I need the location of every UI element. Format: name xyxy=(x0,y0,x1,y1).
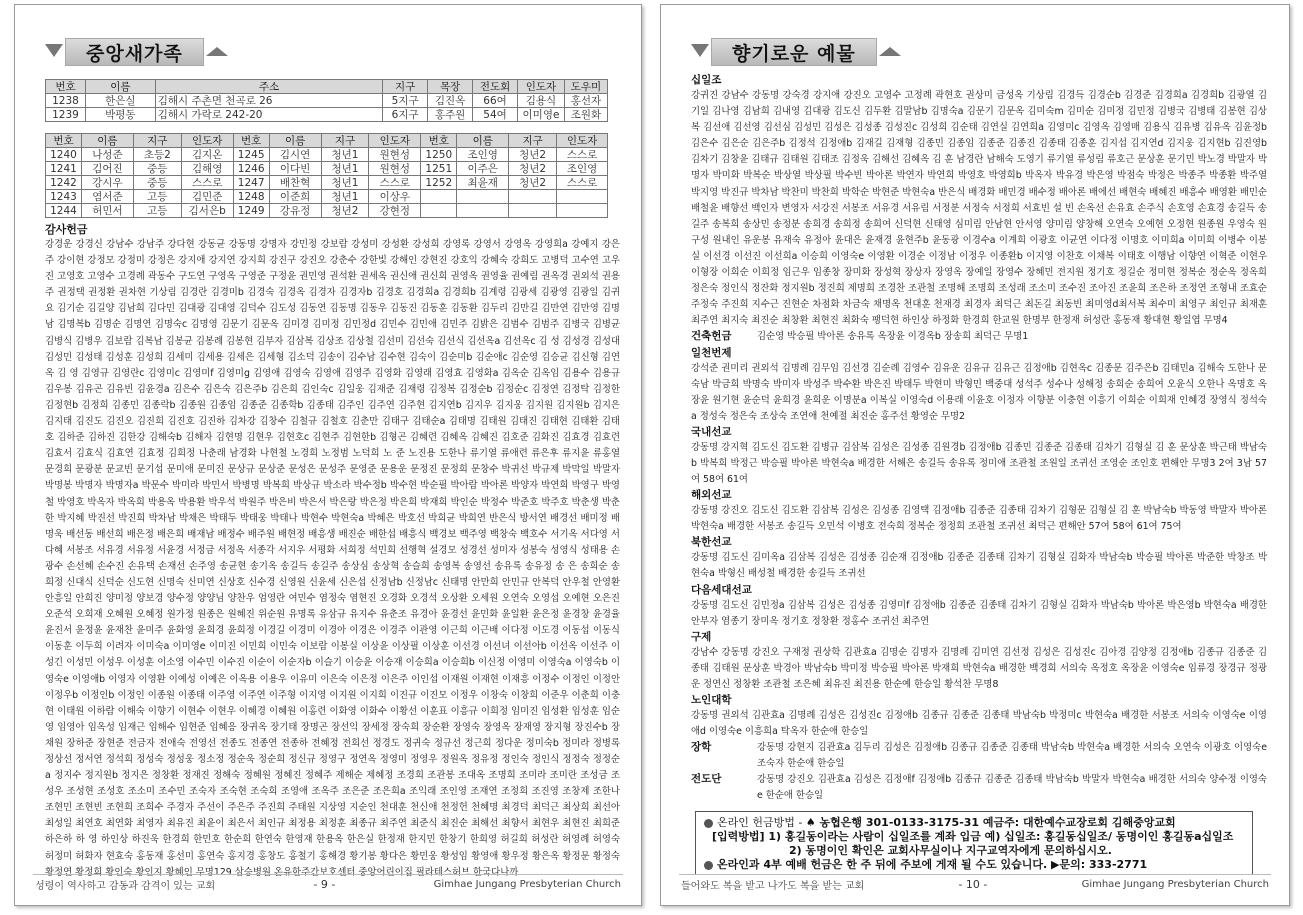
notice-line-3: 2) 동명이인 확인은 교회사무실이나 지구교역자에게 문의하십시오. xyxy=(789,844,1112,857)
table-cell: 김시연 xyxy=(269,148,321,162)
table-cell: 조인영 xyxy=(457,148,509,162)
offering-category-title: 해외선교 xyxy=(691,489,732,502)
section-title: 향기로운 예물 xyxy=(711,38,877,66)
offering-category-title: 다음세대선교 xyxy=(691,583,752,596)
table-cell: 홍선자 xyxy=(564,94,607,108)
table-cell: 1241 xyxy=(46,162,82,176)
table-cell: 스스로 xyxy=(557,148,608,162)
column-header: 전도회 xyxy=(473,80,518,94)
page-footer xyxy=(681,877,1269,891)
offering-categories xyxy=(691,329,1267,804)
offering-category-names: 강동명 김도신 김미옥a 김삼복 김성은 김성종 김순재 김정애b 김종준 김종태 김차기 김형실 김화자 박남숙b 박승필 박아론 박준한 박창조 박현숙a 박형신 배성철 배경한 송길득 조귀선 xyxy=(691,552,1267,580)
table-header-row xyxy=(46,80,608,94)
table-cell: 김해시 주촌면 천곡로 26 xyxy=(155,94,382,108)
table-cell xyxy=(421,204,457,218)
table-cell: 1243 xyxy=(46,190,82,204)
table-row xyxy=(46,204,608,218)
table-header-row xyxy=(46,134,608,148)
table-cell: 나성준 xyxy=(81,148,133,162)
table-cell: 강시우 xyxy=(81,176,133,190)
table-cell: 이주은 xyxy=(457,162,509,176)
table-cell: 1251 xyxy=(421,162,457,176)
table-row xyxy=(46,94,608,108)
thanks-offering-names: 강경운 강경신 강남수 강남주 강다현 강동균 강동명 강명자 강민정 강보람 강성미 강성환 강성희 강영록 강영서 강영옥 강영희a 강예지 강은주 강이현 강정모 강정미 강정은 강지애 강지연 강지희 강진구 강진오 강춘수 강한빛 강해인 강현진 강호익 강혜숙 강희도 고병덕 고수연 고우진 고영호 고영수 고경례 곽동수 구도연 구영옥 구영준 구정윤 권민영 권석환 권세옥 권신애 권신희 권영옥 권영율 권예림 권옥경 권외석 권용주 권정택 권정환 권차현 기상림 김경란 김경미b 김경숙 김경옥 김경자 김경자b 김경호 김경희a 김경희b 김계령 김광세 김광영 김광일 김귀요 김기순 김길양 김남희 김다민 김대광 김대영 김덕수 김도성 김동연 김동명 김동우 김동진 김동훈 김동환 김두리 김만길 김만연 김만영 김명남 김명복b 김명순 김명연 김명숙c 김명영 김문기 김문옥 김미경 김미정 김민정d 김민수 김민애 김민주 김밝은 김범수 김범주 김병국 김병균 김병식 김병우 김보람 김복남 김봉균 김봉례 김봉현 김부자 김삼복 김상조 김상철 김선미 김선숙 김선식 김선옥a 김선옥c 김 성 김성경 김성대 김성민 김성태 김성훈 김성희 김세미 김세용 김세은 김세형 김소덕 김송이 김수남 김수현 김숙이 김순미b 김순애c 김순영 김승균 김신형 김연옥 김 영 김영규 김영란c 김영미c 김영미f 김영미g 김영애 김영숙 김영애 김영주 김영화 김영래 김영효 김영화a 김옥순 김옥임 김용수 김용규 김우봉 김유곤 김유빈 김윤경a 김은수 김은숙 김은주b 김은희 김인숙c 김일웅 김재준 김재령 김정복 김정순b 김정순c 김정연 김정탁 김정한 김정현b 김정희 김종민 김종락b 김종원 김종임 김종준 김종학b 김종태 김주인 김주연 김주현 김지연b 김지우 김지웅 김지원 김지원b 김지은 김지태 김진도 김진오 김진희 김진호 김진하 김차강 김창수 김철규 김철호 김춘만 김태구 김태순a 김태명 김태원 김태진 김태현 김태환 김태호 김하준 김하진 김한강 김해숙b 김해자 김현명 김현우 김현호c 김현주 김현한b 김형곤 김혜련 김혜옥 김혜진 김호준 김화진 김효경 김효련 김효서 김효식 김효연 김효정 김희정 나춘래 남경화 나현철 노경희 노정범 노덕희 노 준 노진용 도한나 류기열 류애련 류은후 류지윤 류홍열 문경희 문광분 문교빈 문기섭 문미애 문미진 문상규 문상준 문성은 문성주 문영준 문용운 문정진 문정희 문창수 박귀선 박규제 박막일 박말자 박명봉 박명자 박명자a 박문수 박미라 박민서 박병명 박복희 박상규 박소라 박수정b 박수현 박순필 박아람 박아론 박양자 박연희 박영구 박영철 박영호 박옥자 박옥희 박용옥 박용환 박우석 박원주 박은비 박은서 박은랑 박은정 박은희 박재희 박인순 박정수 박준호 박주호 박춘생 박춘한 박지혜 박진선 박진희 박차남 박채은 박태두 박태웅 박태나 박현수 박현숙a 박혜은 박호선 박희균 박희연 반은식 방서연 배경선 배미정 배명욱 배선동 배선희 배은정 배은희 배재남 배정수 배주원 배현정 배흥생 배진순 배한섭 배흥식 백경보 백주영 백창숙 백호수 서기옥 서다영 서다혜 서봉조 서유경 서유정 서윤경 서정금 서정옥 서종각 서지우 서평화 서희정 석민희 선행혁 설경모 성경선 성미자 성봉숙 성영식 성태용 손광수 손선혜 손수진 손유택 손재선 손주영 송균현 송기옥 송길득 송길주 송상심 송상혁 송슬희 송영복 송영선 송유록 송유정 송 은 송희순 송희정 신대식 신덕순 신도현 신명숙 신미연 신상호 신수경 신영원 신윤세 신은섭 신정남b 신정남c 신태명 안만희 안민규 안복덕 안우철 안영환 안흥일 안희진 양미정 양보경 양수정 양양님 양찬우 엄영란 여민수 염정숙 염현진 오경화 오경석 오상환 오세원 오연숙 오영섭 오예현 오은진 오준석 오희재 오혜원 오혜정 원가정 원종은 원혜진 위순원 유명록 유삼규 유지수 유춘조 유경아 윤경선 윤민화 윤일환 윤은정 윤경창 윤경율 윤진서 윤정윤 윤재찬 윤미주 윤화영 윤희경 윤희정 이경길 이경미 이경아 이경은 이경주 이관영 이근희 이근배 이다정 이도경 이동섭 이동식 이동훈 이두희 이려자 이미숙a 이미영e 이미진 이민희 이민숙 이보람 이봉실 이상윤 이상필 이상훈 이선경 이선녀 이선아b 이선옥 이선주 이성긴 이성민 이성우 이성훈 이소영 이수민 이수진 이순이 이순자b 이슬기 이승윤 이승재 이승희a 이승희b 이신정 이영미 이영숙a 이영숙b 이영숙e 이영애b 이영자 이영환 이예성 이예은 이옥용 이용우 이유미 이은숙 이은정 이은주 이인섭 이재원 이재현 이재흥 이정수 이정인 이정안 이정우b 이정인b 이정인 이종원 이종태 이주영 이주연 이주형 이지영 이지원 이지희 이진규 이진모 이정우 이창숙 이창희 이준우 이춘희 이충현 이태원 이하람 이해숙 이향기 이현수 이현우 이혜경 이혜원 이홍련 이화영 이화수 이황선 이훈표 이흥규 이희정 임미진 임성환 임성훈 임순영 임영아 임옥성 임재근 임해수 임현준 임혜응 장귀옥 장기태 장명곤 장선익 장세정 장숙희 장순환 장영숙 장영옥 장재영 장지형 장진수b 장채원 장하준 장현준 전금자 전애숙 전영선 전종도 전종연 전종하 전혜정 전희선 정경도 정귀숙 정규선 정근희 정다운 정미숙b 정미라 정병록 정상선 정서연 정석희 정성숙 정성웅 정소정 정순욱 정순희 정신규 정영구 정연옥 정영미 정영우 정원옥 정유정 정인숙 정인식 정정숙 정정순a 정지수 정지원b 정지은 정창환 정재진 정해숙 정혜원 정혜진 정혜주 제해순 제혜정 조경희 조관봉 조대옥 조명희 조미라 조미란 조성금 조성우 조성현 조성호 조소미 조수민 조숙자 조숙현 조숙희 조영애 조옥주 조은준 조은희a 조익래 조인영 조재연 조정희 조진영 조창제 조한나 조현민 조현빈 조현희 조희수 주경자 주선이 주은주 주진희 주태원 지상영 지순인 천대훈 천신애 천정헌 천혜명 최경덕 최덕근 최상희 최선아 최성일 최연호 최연화 최영자 최유진 최윤이 최은서 최인규 최정용 최정훈 최종규 최주연 최준식 최진순 최해선 최향서 최현우 최현진 최희준 하은하 하 영 하인상 하진욱 한경희 한민호 한순희 한연숙 한영재 한용옥 한은실 한정재 한지민 한창기 한희영 허길희 허성란 허영례 허영숙 허정미 허화자 현효숙 홍동재 홍선미 홍연숙 홍지경 홍창도 홍철기 홍해경 황기봉 황다은 황민웅 황성임 황영애 황우정 황은옥 황정문 황정숙 황정연 황정희 황인숙 황인지 황혜인 무명129 삼승병원 온유한주간보호센터 중앙어린이집 필라테스허브 한국다나까 xyxy=(45,239,620,878)
table-cell: 중등 xyxy=(133,176,181,190)
thanks-offering-section xyxy=(45,221,620,881)
offering-category-title: 북한선교 xyxy=(691,536,732,549)
table-cell: 5지구 xyxy=(383,94,428,108)
offering-category-title: 노인대학 xyxy=(691,694,732,706)
table-cell xyxy=(457,190,509,204)
table-cell: 스스로 xyxy=(557,176,608,190)
table-cell: 1249 xyxy=(233,204,269,218)
table-row xyxy=(46,190,608,204)
offering-category-names: 강동명 강진오 김도신 김도환 김삼복 김성은 김성종 김영택 김정애b 김종준 김종태 김차기 김형문 김형실 김 훈 박남숙b 박동영 박말자 박아론 박현숙a 배경한 서봉조 송길득 오민석 이병호 전숙희 정복순 정정희 조관철 조귀선 최덕근 편해안 57여 58여 61여 75여 xyxy=(691,505,1267,533)
table-cell: 이미영e xyxy=(518,108,565,122)
column-header: 이름 xyxy=(85,80,155,94)
table-cell: 1240 xyxy=(46,148,82,162)
tithe-title: 십일조 xyxy=(691,74,722,86)
column-header: 번호 xyxy=(46,80,86,94)
offering-category-row xyxy=(691,740,1267,772)
table-cell: 원현성 xyxy=(369,162,421,176)
offering-category-names: 강동명 김도신 김민정a 김삼복 김성은 김성종 김영미f 김정애b 김종준 김종태 김차기 김형실 김화자 박남숙b 박아론 박은영b 박현숙a 배경한 안부자 염종기 장미옥 정기호 정창환 정홍수 조귀선 최주연 xyxy=(691,599,1267,627)
column-header: 이름 xyxy=(269,134,321,148)
table-cell: 1247 xyxy=(233,176,269,190)
offering-category-title: 국내선교 xyxy=(691,425,732,438)
table-cell: 1252 xyxy=(421,176,457,190)
table-cell: 홍주원 xyxy=(428,108,473,122)
table-cell: 청년2 xyxy=(509,162,557,176)
table-cell: 김진옥 xyxy=(428,94,473,108)
column-header: 번호 xyxy=(46,134,82,148)
table-cell: 청년1 xyxy=(321,162,369,176)
offering-category-title: 일천번제 xyxy=(691,346,732,359)
table-cell: 김어진 xyxy=(81,162,133,176)
offering-category-row xyxy=(691,329,1267,345)
table-cell xyxy=(509,204,557,218)
table-row xyxy=(46,162,608,176)
table-row xyxy=(46,108,608,122)
table-cell: 1238 xyxy=(46,94,86,108)
table-cell: 배찬혁 xyxy=(269,176,321,190)
table-cell: 중등 xyxy=(133,162,181,176)
church-name: Gimhae Jungang Presbyterian Church xyxy=(1081,878,1269,890)
column-header: 목장 xyxy=(428,80,473,94)
header-triangle-left xyxy=(45,44,63,70)
header-triangle-left xyxy=(691,44,709,70)
offering-category-names: 김순영 박승필 박아론 송유록 옥장윤 이경옥b 장송희 최덕근 무명1 xyxy=(757,331,1029,343)
offering-category-names: 강동명 권외석 김관효a 김명례 김성은 김성진c 김정애b 김종규 김종준 김종태 박남숙b 박정미c 박현숙a 배경한 서봉조 서의숙 이영숙e 이영애d 이영숙e 이흥희a 탁옥자 한순애 한승일 xyxy=(691,710,1267,738)
section-title: 중앙새가족 xyxy=(65,38,204,66)
notice-line-4: 온라인과 4부 예배 헌금은 한 주 뒤에 주보에 게재 될 수도 있습니다. ▶문의: 333-2771 xyxy=(704,858,1244,872)
offering-category-names: 강남수 강동명 강진오 구재정 권상학 김관효a 김명순 김명자 김명례 김미연 김선정 김성은 김성진c 김아경 김양정 김정애b 김종규 김종준 김종태 김태원 문상훈 박경아 박남숙b 박미정 박승필 박아론 박재희 박현숙a 배경한 백경희 서의숙 옥정호 옥장윤 이영숙e 임류경 장경규 정광운 정연신 정창환 조관철 조은혜 최유진 최진용 한순예 한승일 황석찬 무명8 xyxy=(691,646,1267,690)
table-cell: 청년2 xyxy=(509,148,557,162)
column-header: 인도자 xyxy=(181,134,233,148)
table-cell: 염서준 xyxy=(81,190,133,204)
footer-motto: 성령이 역사하고 감동과 감격이 있는 교회 xyxy=(35,880,216,892)
table-cell: 1245 xyxy=(233,148,269,162)
table-cell: 스스로 xyxy=(181,176,233,190)
table-cell: 조인영 xyxy=(557,162,608,176)
table-cell xyxy=(557,190,608,204)
column-header: 이름 xyxy=(81,134,133,148)
table-cell xyxy=(509,190,557,204)
header-triangle-right xyxy=(206,38,228,56)
thanks-offering-title: 감사헌금 xyxy=(45,223,88,236)
table-cell xyxy=(457,204,509,218)
table-cell: 청년1 xyxy=(321,176,369,190)
footer-divider xyxy=(679,874,1271,875)
offering-category-title: 구제 xyxy=(691,630,712,643)
table-cell: 청년2 xyxy=(509,176,557,190)
footer-divider xyxy=(33,874,623,875)
column-header: 인도자 xyxy=(369,134,421,148)
page-footer xyxy=(35,877,621,891)
table-cell: 박평동 xyxy=(85,108,155,122)
column-header: 주소 xyxy=(155,80,382,94)
header-triangle-right xyxy=(879,38,901,56)
offerings-list xyxy=(691,73,1267,805)
notice-line-1: 온라인 헌금방법 - ♠ 농협은행 301-0133-3175-31 예금주: 대한예수교장로회 김해중앙교회 xyxy=(704,816,1244,830)
offering-category-names: 강동명 강진오 김관효a 김성은 김정애f 김정애b 김종규 김종준 김종태 박남숙b 박말자 박현숙a 배경한 서의숙 양수정 이영숙e 한순애 한승일 xyxy=(757,774,1267,802)
table-cell: 최윤재 xyxy=(457,176,509,190)
column-header: 번호 xyxy=(233,134,269,148)
column-header: 도우미 xyxy=(564,80,607,94)
table-cell: 한은실 xyxy=(85,94,155,108)
table-cell: 이상우 xyxy=(369,190,421,204)
table-cell: 1248 xyxy=(233,190,269,204)
table-cell: 김용식 xyxy=(518,94,565,108)
bullet-icon xyxy=(704,819,713,828)
table-cell: 허민서 xyxy=(81,204,133,218)
table-cell: 1239 xyxy=(46,108,86,122)
table-cell: 54여 xyxy=(473,108,518,122)
table-cell: 이준희 xyxy=(269,190,321,204)
column-header: 인도자 xyxy=(518,80,565,94)
notice-line-2: [입력방법] 1) 홍길동이라는 사람이 십일조를 계좌 입금 예) 십일조: 홍길동십일조/ 동명이인 홍길동a십일조 xyxy=(712,830,1234,843)
table-cell: 청년1 xyxy=(321,190,369,204)
offering-category-row xyxy=(691,772,1267,804)
table-cell: 청년1 xyxy=(321,148,369,162)
table-cell: 1242 xyxy=(46,176,82,190)
table-cell xyxy=(557,204,608,218)
page-number: - 9 - xyxy=(313,877,336,891)
column-header: 이름 xyxy=(457,134,509,148)
church-name: Gimhae Jungang Presbyterian Church xyxy=(433,878,621,890)
table-cell: 강유정 xyxy=(269,204,321,218)
column-header: 지구 xyxy=(133,134,181,148)
table-cell: 고등 xyxy=(133,190,181,204)
table-cell: 강현정 xyxy=(369,204,421,218)
table-cell: 김서은b xyxy=(181,204,233,218)
section-header-offerings xyxy=(691,35,901,69)
table-cell: 김지온 xyxy=(181,148,233,162)
section-header-new-family xyxy=(45,35,228,69)
column-header: 번호 xyxy=(421,134,457,148)
column-header: 지구 xyxy=(383,80,428,94)
table-row xyxy=(46,176,608,190)
table-cell xyxy=(421,190,457,204)
table-cell: 스스로 xyxy=(369,176,421,190)
column-header: 지구 xyxy=(321,134,369,148)
offering-category-names: 강동명 강지혁 김도신 김도환 김병규 김삼복 김성은 김성종 김원경b 김정애b 김종민 김종준 김종태 김차기 김형실 김 훈 문상훈 박근태 박남숙b 박복희 박정근 박승필 박아론 박현숙a 배경한 서해은 송길득 송유록 정미애 조관철 조원일 조귀선 조영순 조인호 편해안 무명3 2여 3남 57여 58여 61여 xyxy=(691,441,1267,486)
new-family-table xyxy=(45,79,608,122)
table-cell: 고등 xyxy=(133,204,181,218)
table-cell: 김민준 xyxy=(181,190,233,204)
new-members-table xyxy=(45,133,608,218)
table-cell: 이다빈 xyxy=(269,162,321,176)
table-cell: 김해시 가락로 242-20 xyxy=(155,108,382,122)
table-cell: 조원화 xyxy=(564,108,607,122)
offering-category-names: 강석준 권미리 권외석 김명례 김무임 김선경 김순례 김영수 김유운 김유규 김유근 김정애b 김현옥c 김종문 김주은b 김태민a 김해숙 도한나 문숙남 박금희 박명숙 박미자 박성주 박수환 박은진 박태두 박현미 박형민 백중대 성석주 성수나 성해정 송희순 송희여 오윤식 오한나 옥명호 옥장윤 원기현 윤순덕 윤희경 윤희운 이명분a 이복실 이영숙d 이용래 이윤호 이정자 이향분 이충현 이흥기 이희순 이희재 인혜경 장영식 정석숙a 정성숙 정은숙 조상숙 조연애 천예절 최진순 홍주선 황영순 무명2 xyxy=(691,362,1267,422)
offering-category-label: 전도단 xyxy=(691,773,722,786)
bullet-icon xyxy=(704,861,713,870)
table-row xyxy=(46,148,608,162)
online-offering-notice xyxy=(695,811,1253,875)
offering-category-names: 강동명 강현지 김관효a 김두리 김성은 김정애b 김종규 김종준 김종태 박남숙b 박현숙a 배경한 서의숙 오연숙 이광호 이영숙e 조숙자 한순애 한승일 xyxy=(757,742,1267,770)
table-cell: 1246 xyxy=(233,162,269,176)
page-10 xyxy=(660,4,1290,906)
table-cell: 원현성 xyxy=(369,148,421,162)
table-cell: 6지구 xyxy=(383,108,428,122)
page-number: - 10 - xyxy=(958,877,988,891)
table-cell: 1244 xyxy=(46,204,82,218)
table-cell: 66여 xyxy=(473,94,518,108)
page-9 xyxy=(14,4,642,906)
column-header: 지구 xyxy=(509,134,557,148)
footer-motto: 들어와도 복을 받고 나가도 복을 받는 교회 xyxy=(681,880,865,892)
tithe-names: 강귀진 강남수 강동명 강숙경 강지애 강진오 고영수 고정례 곽현호 권상미 금성옥 기상림 김경득 김경순b 김경준 김경희a 김경희b 김광열 김기일 김나영 김남희 김내영 김대광 김도신 김두환 김말남b 김명숙a 김문기 김문옥 김미숙m 김미순 김미정 김민정 김병국 김병태 김봉현 김상복 김선애 김선영 김선심 김성민 김성은 김성종 김성진c 김성희 김순태 김연실 김연희a 김영미c 김영옥 김영매 김용식 김유병 김유옥 김윤정b 김은수 김은순 김은주b 김정석 김정애b 김재길 김재형 김종민 김종임 김종준 김종진 김종태 김종훈 김지섭 김지연d 김지웅 김지현b 김진영b 김차기 김창윤 김태규 김태원 김태조 김정욱 김해선 김혜옥 김 훈 남경란 남해숙 도영기 류기열 류성림 류호근 문상훈 문기민 박노경 박말자 박명자 박미화 박복순 박상열 박상필 박수빈 박아론 박연자 박연희 박영호 박영희b 박옥자 박유경 박은영 박점숙 박정은 박종주 박종환 박주열 박지영 박진규 박차남 박찬미 박찬희 박학순 박현준 박현숙a 반은식 배경화 배민경 배수정 배아론 배에선 배현숙 배혜진 배흥수 배영환 배민순 배철윤 배향선 백인자 변영자 서강진 서봉조 서유경 서유림 서정분 서정숙 서정희 서효빈 설 빈 손옥선 손유효 손주식 손호영 손효경 송길득 송길주 송복희 송상민 송정분 송희경 송희정 송희여 신덕현 신태영 심미림 안남현 안서영 양미림 양창해 오연숙 오예현 오정현 원종원 우영숙 원구성 원내인 유운봉 유재숙 유정아 윤대은 윤재경 윤현주b 윤동광 이경수a 이계희 이광호 이균연 이다정 이명호 이미희a 이미희 이병수 이봉실 이선경 이선진 이선희a 이승희 이영숙e 이영환 이경순 이정남 이정우 이종환b 이지영 이찬호 이채복 이태호 이행남 이향연 이혁준 이현우 이형장 이희순 이희정 임근우 임종창 장미화 장성혁 장상자 장영옥 장예일 장영수 장혜민 전지원 정기호 정길순 정미현 정복순 정순옥 정옥희 정은숙 정인식 정잔화 정지원b 정진희 제명희 조경찬 조관철 조명해 조명희 조성래 조소미 조수진 조아진 조윤희 조은하 조정연 조형내 조효순 주정숙 주진희 지수근 진현순 차점화 차금숙 채명옥 천대훈 천재경 최경자 최덕근 최돈길 최동빈 최미영d최서복 최수미 최영구 최인규 최재훈 최주연 최지숙 최진순 최창환 최현진 최화숙 팽덕현 하인상 하정화 한경희 한교원 한명부 한정재 허성란 홍동재 황대현 황일엽 무명4 xyxy=(691,90,1267,327)
table-cell: 초등2 xyxy=(133,148,181,162)
column-header: 인도자 xyxy=(557,134,608,148)
table-cell: 1250 xyxy=(421,148,457,162)
table-cell: 김해영 xyxy=(181,162,233,176)
table-cell: 청년2 xyxy=(321,204,369,218)
bank-account: ♠ 농협은행 301-0133-3175-31 예금주: 대한예수교장로회 김해중앙교회 xyxy=(805,816,1176,829)
offering-category-label: 장학 xyxy=(691,741,712,754)
offering-category-label: 건축헌금 xyxy=(691,330,732,343)
